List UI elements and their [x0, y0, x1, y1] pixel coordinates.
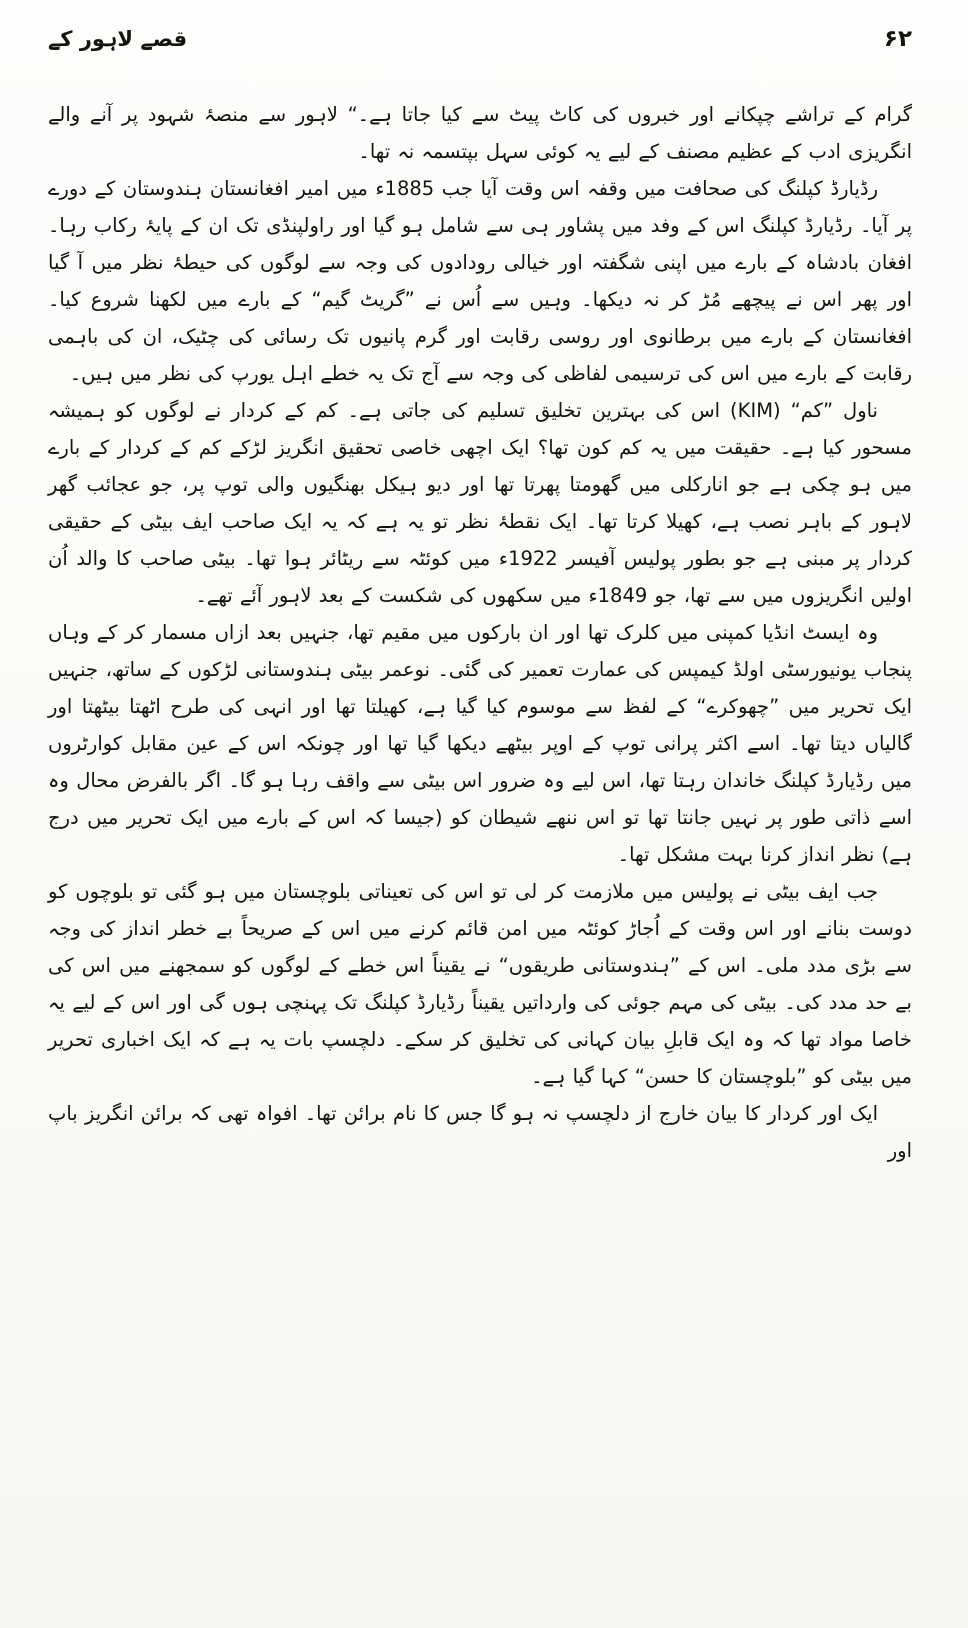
paragraph-kipling-journalism: رڈیارڈ کپلنگ کی صحافت میں وقفہ اس وقت آیا جب 1885ء میں امیر افغانستان ہندوستان کے دورے پر آیا۔ رڈیارڈ کپلنگ اس کے وفد میں پشاور ہی سے شامل ہو گیا اور راولپنڈی تک ان کے پایۂ رکاب رہا۔ افغان بادشاہ کے بارے میں اپنی شگفتہ اور خیالی رودادوں کی وجہ سے لوگوں کی حیطۂ نظر میں آ گیا اور پھر اس نے پیچھے مُڑ کر نہ دیکھا۔ وہیں سے اُس نے ”گریٹ گیم“ کے بارے میں لکھنا شروع کیا۔ افغانستان کے بارے میں برطانوی اور روسی رقابت اور گرم پانیوں تک رسائی کی چٹیک، ان کی باہمی رقابت کے بارے میں اس کی ترسیمی لفاظی کی وجہ سے آج تک یہ خطے اہل یورپ کی نظر میں ہیں۔ — [48, 177, 912, 385]
paragraph-novel-kim: ناول ”کم“ (KIM) اس کی بہترین تخلیق تسلیم کی جاتی ہے۔ کم کے کردار نے لوگوں کو ہمیشہ مسحور کیا ہے۔ حقیقت میں یہ کم کون تھا؟ ایک اچھی خاصی تحقیق انگریز لڑکے کم کے کردار کے بارے میں ہو چکی ہے جو انارکلی میں گھومتا پھرتا تھا اور دیو ہیکل بھنگیوں والی توپ پر، جو عجائب گھر لاہور کے باہر نصب ہے، کھیلا کرتا تھا۔ ایک نقطۂ نظر تو یہ ہے کہ یہ ایک صاحب ایف بیٹی کے حقیقی کردار پر مبنی ہے جو بطور پولیس آفیسر 1922ء میں کوئٹہ سے ریٹائر ہوا تھا۔ بیٹی صاحب کا والد اُن اولیں انگریزوں میں سے تھا، جو 1849ء میں سکھوں کی شکست کے بعد لاہور آئے تھے۔ — [48, 399, 912, 607]
paragraph-continuation: گرام کے تراشے چپکانے اور خبروں کی کاٹ پیٹ سے کیا جاتا ہے۔“ لاہور سے منصۂ شہود پر آنے والے انگریزی ادب کے عظیم مصنف کے لیے یہ کوئی سہل بپتسمہ نہ تھا۔ — [48, 103, 912, 163]
page-number: ۶۲ — [883, 26, 912, 52]
page-header — [48, 26, 912, 52]
running-title: قصے لاہور کے — [48, 27, 188, 51]
paragraph-police-service: جب ایف بیٹی نے پولیس میں ملازمت کر لی تو اس کی تعیناتی بلوچستان میں ہو گئی تو بلوچوں کو دوست بنانے اور اس وقت کے اُجاڑ کوئٹہ میں امن قائم کرنے میں اس کے صریحاً بے خطر انداز کی وجہ سے بڑی مدد ملی۔ اس کے ”ہندوستانی طریقوں“ نے یقیناً اس خطے کے لوگوں کو سمجھنے میں اس کی بے حد مدد کی۔ بیٹی کی مہم جوئی کی وارداتیں یقیناً رڈیارڈ کپلنگ تک پہنچی ہوں گی اور اس کے لیے یہ خاصا مواد تھا کہ وہ ایک قابلِ بیان کہانی کی تخلیق کر سکے۔ دلچسپ بات یہ ہے کہ ایک اخباری تحریر میں بیٹی کو ”بلوچستان کا حسن“ کہا گیا ہے۔ — [48, 880, 912, 1088]
page-body — [48, 96, 912, 1169]
paragraph-east-india-company: وہ ایسٹ انڈیا کمپنی میں کلرک تھا اور ان بارکوں میں مقیم تھا، جنہیں بعد ازاں مسمار کر کے وہاں پنجاب یونیورسٹی اولڈ کیمپس کی عمارت تعمیر کی گئی۔ نوعمر بیٹی ہندوستانی لڑکوں کے ساتھ، جنہیں ایک تحریر میں ”چھوکرے“ کے لفظ سے موسوم کیا گیا ہے، کھیلتا تھا اور انہی کی طرح اٹھتا بیٹھتا اور گالیاں دیتا تھا۔ اسے اکثر پرانی توپ کے اوپر بیٹھے دیکھا گیا تھا اور چونکہ اس کے عین مقابل کوارٹروں میں رڈیارڈ کپلنگ خاندان رہتا تھا، اس لیے وہ ضرور اس بیٹی سے واقف رہا ہو گا۔ اگر بالفرض محال وہ اسے ذاتی طور پر نہیں جانتا تھا تو اس ننھے شیطان کو (جیسا کہ اس کے بارے میں ایک تحریر میں درج ہے) نظر انداز کرنا بہت مشکل تھا۔ — [48, 621, 912, 866]
paragraph-brian-character: ایک اور کردار کا بیان خارج از دلچسپ نہ ہو گا جس کا نام برائن تھا۔ افواہ تھی کہ برائن انگریز باپ اور — [48, 1102, 912, 1162]
